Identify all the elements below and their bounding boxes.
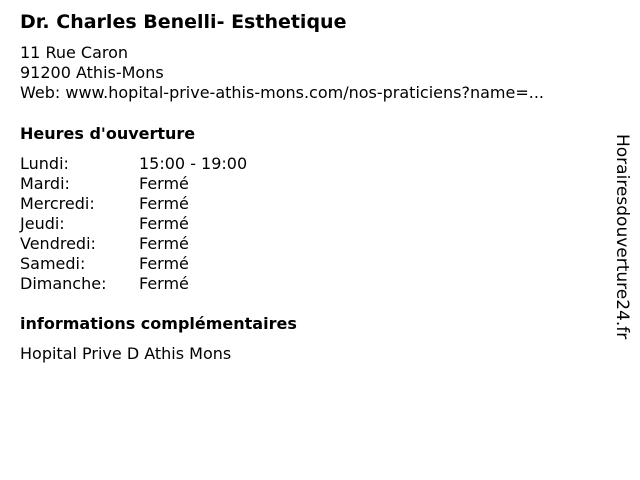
website-link[interactable]: Web: www.hopital-prive-athis-mons.com/nos-praticiens?name=... bbox=[20, 83, 544, 102]
hours-row-friday bbox=[20, 234, 247, 254]
hours-row-wednesday bbox=[20, 194, 247, 214]
day-label: Vendredi: bbox=[20, 234, 96, 253]
additional-info-heading: informations complémentaires bbox=[20, 314, 297, 333]
day-label: Dimanche: bbox=[20, 274, 107, 293]
day-label: Mardi: bbox=[20, 174, 70, 193]
hours-row-tuesday bbox=[20, 174, 247, 194]
city-address: 91200 Athis-Mons bbox=[20, 63, 164, 82]
hours-row-saturday bbox=[20, 254, 247, 274]
day-label: Lundi: bbox=[20, 154, 69, 173]
hours-value: Fermé bbox=[139, 194, 189, 213]
hours-row-thursday bbox=[20, 214, 247, 234]
address-block bbox=[20, 43, 544, 103]
hours-value: Fermé bbox=[139, 254, 189, 273]
day-label: Jeudi: bbox=[20, 214, 65, 233]
opening-hours-table bbox=[20, 154, 247, 294]
opening-hours-heading: Heures d'ouverture bbox=[20, 124, 196, 143]
hours-value: Fermé bbox=[139, 274, 189, 293]
additional-info-text: Hopital Prive D Athis Mons bbox=[20, 344, 232, 363]
hours-row-monday bbox=[20, 154, 247, 174]
hours-value: Fermé bbox=[139, 174, 189, 193]
page-title: Dr. Charles Benelli- Esthetique bbox=[20, 11, 347, 33]
hours-row-sunday bbox=[20, 274, 247, 294]
hours-value: Fermé bbox=[139, 234, 189, 253]
street-address: 11 Rue Caron bbox=[20, 43, 129, 62]
day-label: Samedi: bbox=[20, 254, 86, 273]
hours-value: Fermé bbox=[139, 214, 189, 233]
day-label: Mercredi: bbox=[20, 194, 95, 213]
site-brand-vertical: Horairesdouverture24.fr bbox=[612, 134, 632, 340]
hours-value: 15:00 - 19:00 bbox=[139, 154, 248, 173]
